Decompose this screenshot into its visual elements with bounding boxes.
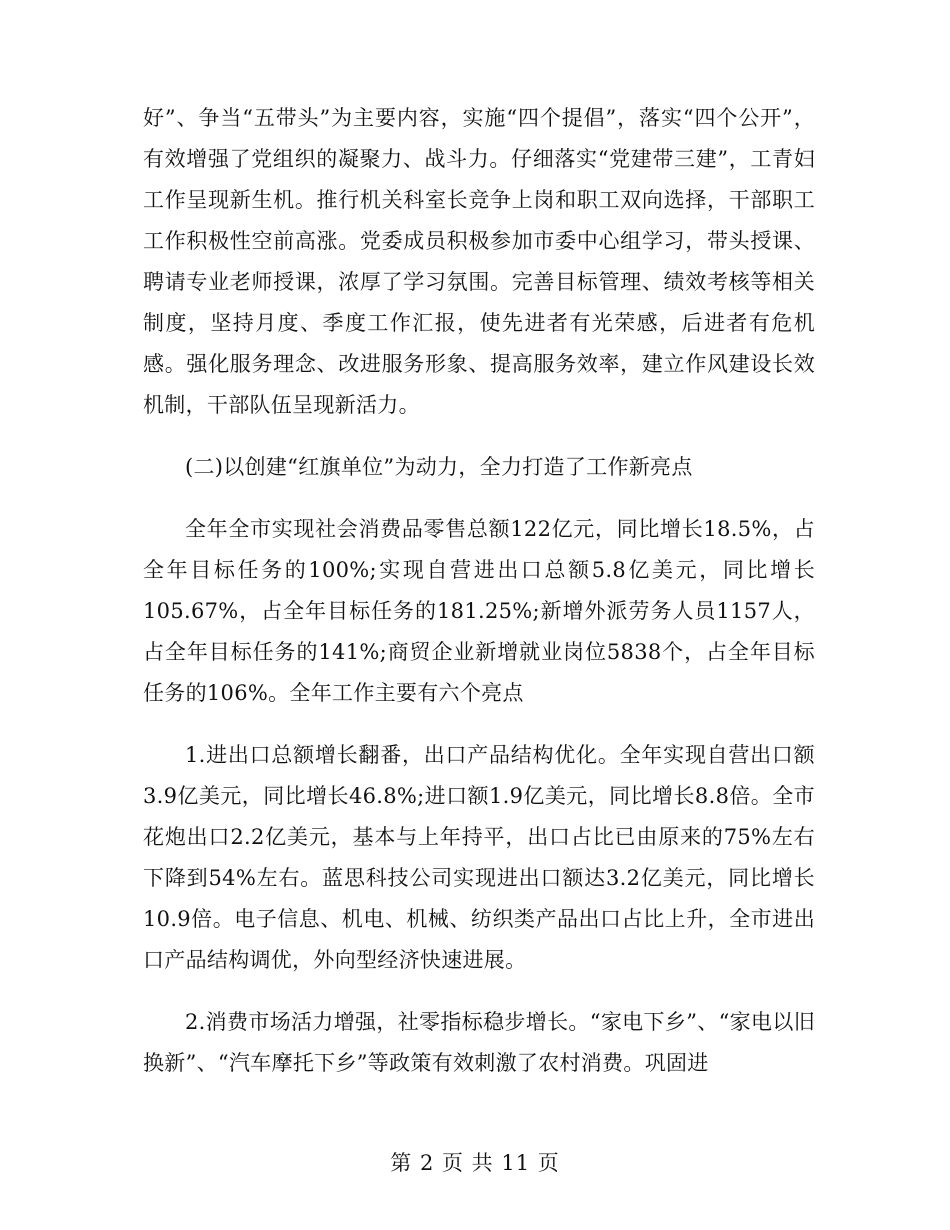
paragraph-continuation: 好”、争当“五带头”为主要内容，实施“四个提倡”，落实“四个公开”，有效增强了党组织的凝聚力、战斗力。仔细落实“党建带三建”，工青妇工作呈现新生机。推行机关科室长竞争上岗和职工双向选择，干部职工工作积极性空前高涨。党委成员积极参加市委中心组学习，带头授课、聘请专业老师授课，浓厚了学习氛围。完善目标管理、绩效考核等相关制度，坚持月度、季度工作汇报，使先进者有光荣感，后进者有危机感。强化服务理念、改进服务形象、提高服务效率，建立作风建设长效机制，干部队伍呈现新活力。: [143, 106, 815, 417]
page-footer: 第 2 页 共 11 页: [390, 1151, 560, 1175]
paragraph-summary: 全年全市实现社会消费品零售总额122亿元，同比增长18.5%，占全年目标任务的100%;实现自营进出口总额5.8亿美元，同比增长105.67%，占全年目标任务的181.25%;新增外派劳务人员1157人，占全年目标任务的141%;商贸企业新增就业岗位5838个，占全年目标任务的106%。全年工作主要有六个亮点: [143, 517, 815, 705]
paragraph-highlight-1: 1.进出口总额增长翻番，出口产品结构优化。全年实现自营出口额3.9亿美元，同比增长46.8%;进口额1.9亿美元，同比增长8.8倍。全市花炮出口2.2亿美元，基本与上年持平，出口占比已由原来的75%左右下降到54%左右。蓝思科技公司实现进出口额达3.2亿美元，同比增长10.9倍。电子信息、机电、机械、纺织类产品出口占比上升，全市进出口产品结构调优，外向型经济快速进展。: [143, 743, 815, 972]
document-body: [143, 98, 815, 1105]
paragraph-highlight-2: 2.消费市场活力增强，社零指标稳步增长。“家电下乡”、“家电以旧换新”、“汽车摩托下乡”等政策有效刺激了农村消费。巩固进: [143, 1010, 815, 1075]
section-heading: (二)以创建“红旗单位”为动力，全力打造了工作新亮点: [185, 455, 693, 479]
